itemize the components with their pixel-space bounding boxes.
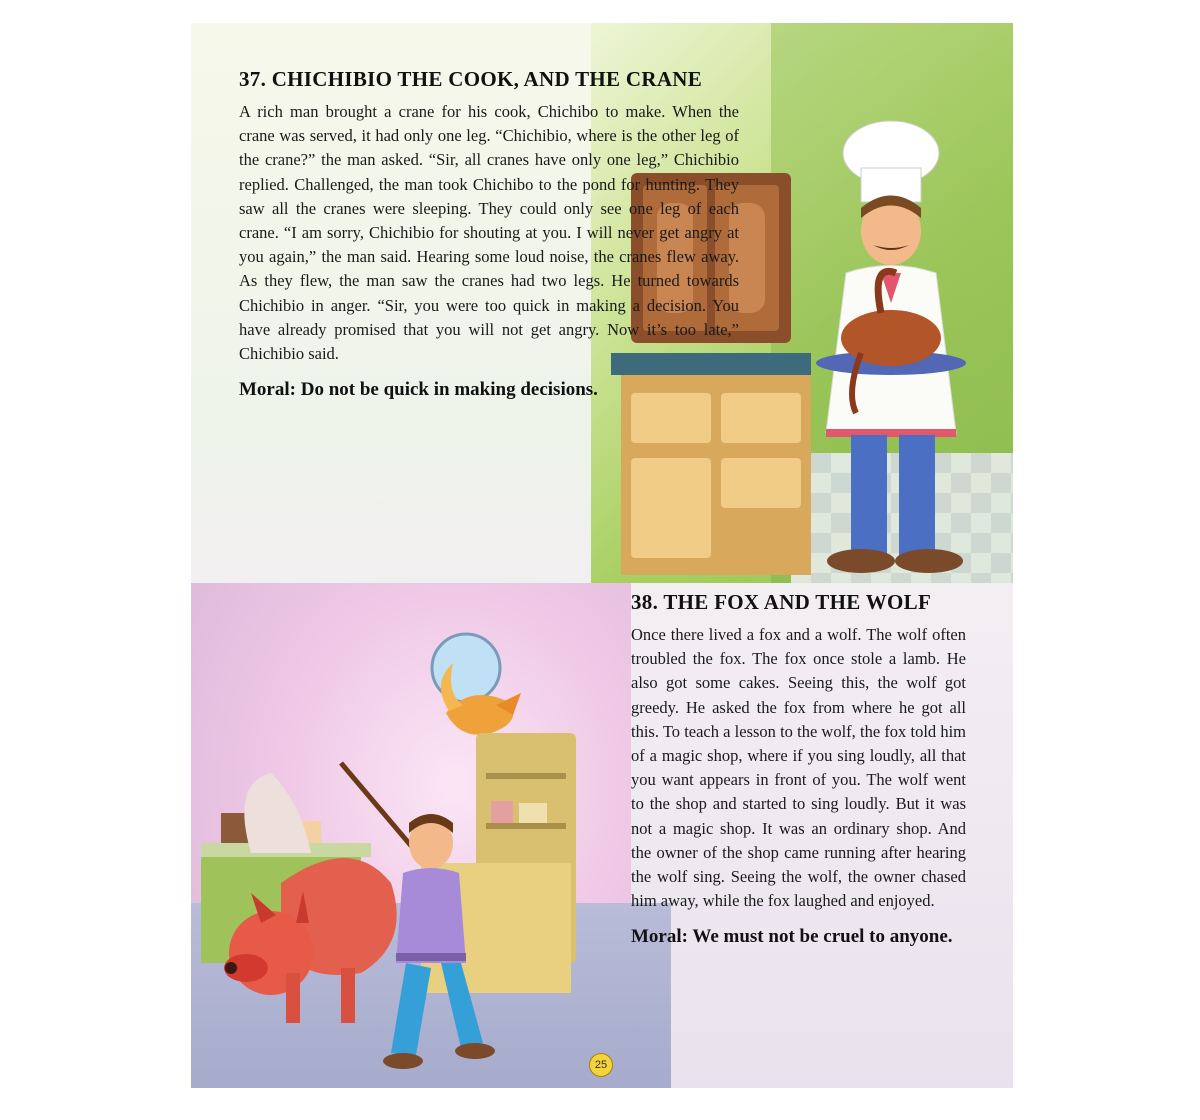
story-body: Once there lived a fox and a wolf. The wolf often troubled the fox. The fox once stole a lamb. He also got some cakes. Seeing this, the wolf got greedy. He asked the fox from where he got all this. To teach a lesson to the wolf, the fox told him of a magic shop, where if you sing loudly, all that you want appears in front of you. The wolf went to the shop and started to sing loudly. But it was not a magic shop. It was an ordinary shop. And the owner of the shop came running after hearing the wolf sing. Seeing the wolf, the owner chased him away, while the fox laughed and enjoyed. <box>631 625 966 911</box>
story-38 <box>631 590 966 950</box>
story-moral: Moral: We must not be cruel to anyone. <box>631 926 953 948</box>
story-moral: Moral: Do not be quick in making decisions. <box>239 379 598 401</box>
story-37 <box>239 67 779 403</box>
story-title: 38. THE FOX AND THE WOLF <box>631 590 932 614</box>
story-title: 37. CHICHIBIO THE COOK, AND THE CRANE <box>239 67 703 91</box>
story-body: A rich man brought a crane for his cook, Chichibo to make. When the crane was served, it had only one leg. “Chichibio, where is the other leg of the crane?” the man asked. “Sir, all cranes have only one leg,” Chichibio replied. Challenged, the man took Chichibo to the pond for hunting. They saw all the cranes were sleeping. They could only see one leg of each crane. “I am sorry, Chichibio for shouting at you. I will never get angry at you again,” the man said. Hearing some loud noise, the cranes flew away. As they flew, the man saw the cranes had two legs. He turned towards Chichibio in anger. “Sir, you were too quick in making a decision. You have already promised that you will not get angry. Now it’s too late,” Chichibio said. <box>239 102 739 364</box>
book-page <box>191 23 1013 1088</box>
page-number: 25 <box>589 1053 613 1077</box>
fox-wolf-shop-illustration <box>191 623 631 1083</box>
